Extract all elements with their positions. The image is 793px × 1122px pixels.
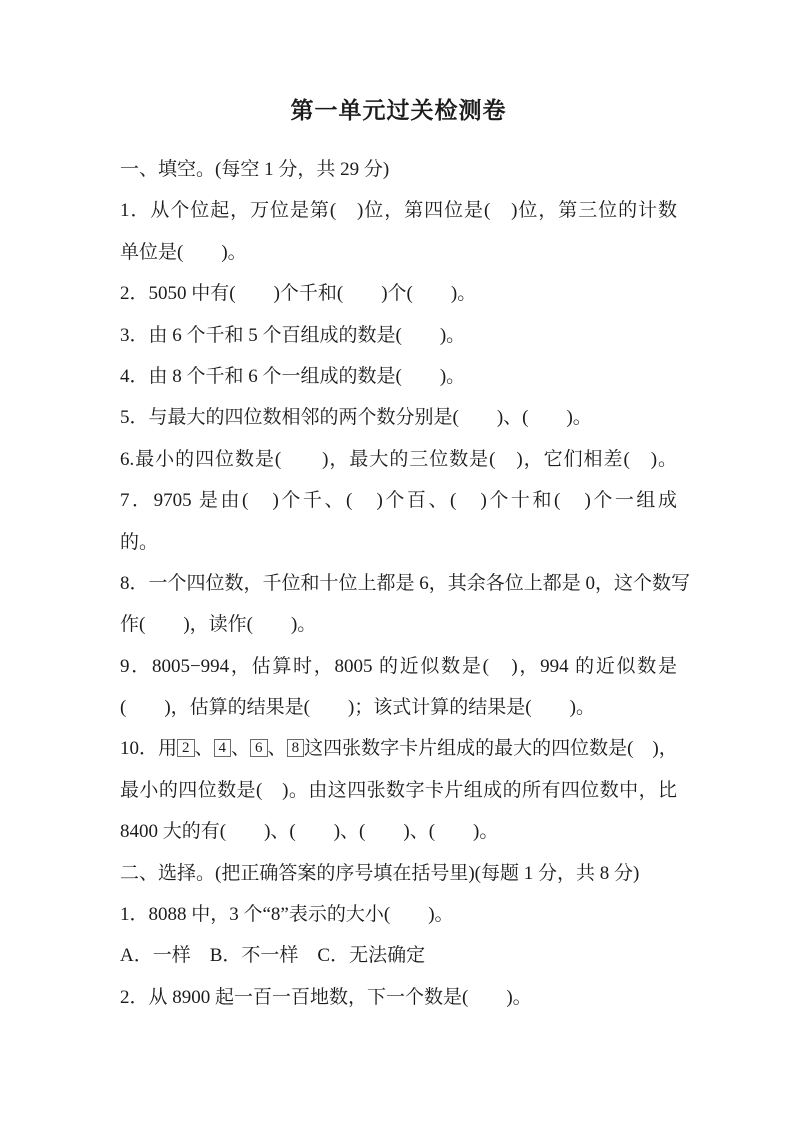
digit-card-4: 4 xyxy=(214,739,232,757)
question-3: 3．由 6 个千和 5 个百组成的数是( )。 xyxy=(120,324,466,346)
question-10-prefix: 10．用 xyxy=(120,738,178,760)
section-choice-heading: 二、选择。(把正确答案的序号填在括号里)(每题 1 分，共 8 分) xyxy=(120,862,640,884)
digit-card-6: 6 xyxy=(250,739,268,757)
question-4: 4．由 8 个千和 6 个一组成的数是( )。 xyxy=(120,365,466,387)
question-6: 6.最小的四位数是( )，最大的三位数是( )，它们相差( )。 xyxy=(120,448,677,470)
question-10-line-1 xyxy=(120,728,677,769)
question-8-line-1: 8．一个四位数，千位和十位上都是 6，其余各位上都是 0，这个数写 xyxy=(120,572,691,594)
digit-card-8: 8 xyxy=(287,739,305,757)
choice-question-2: 2．从 8900 起一百一百地数，下一个数是( )。 xyxy=(120,986,532,1008)
choice-question-1: 1．8088 中，3 个“8”表示的大小( )。 xyxy=(120,904,454,926)
question-9-line-1: 9．8005−994，估算时，8005 的近似数是( )，994 的近似数是 xyxy=(120,655,677,677)
question-7-line-2: 的。 xyxy=(120,531,159,553)
card-separator: 、 xyxy=(231,738,251,760)
question-10-line-2: 最小的四位数是( )。由这四张数字卡片组成的所有四位数中，比 xyxy=(120,779,677,801)
question-8-line-2: 作( )，读作( )。 xyxy=(120,614,317,636)
question-7-line-1: 7．9705 是由( )个千、( )个百、( )个十和( )个一组成 xyxy=(120,490,677,512)
question-5: 5．与最大的四位数相邻的两个数分别是( )、( )。 xyxy=(120,407,592,429)
question-10-line-3: 8400 大的有( )、( )、( )、( )。 xyxy=(120,821,499,843)
page-title: 第一单元过关检测卷 xyxy=(290,98,507,123)
question-2: 2．5050 中有( )个千和( )个( )。 xyxy=(120,283,477,305)
card-separator: 、 xyxy=(267,738,287,760)
section-fill-heading: 一、填空。(每空 1 分，共 29 分) xyxy=(120,159,390,180)
card-separator: 、 xyxy=(194,738,214,760)
digit-card-2: 2 xyxy=(177,739,195,757)
question-9-line-2: ( )，估算的结果是( )；该式计算的结果是( )。 xyxy=(120,697,595,719)
question-10-line-1-text: 这四张数字卡片组成的最大的四位数是( )， xyxy=(304,738,678,760)
question-1-line-2: 单位是( )。 xyxy=(120,241,247,263)
question-1-line-1: 1．从个位起，万位是第( )位，第四位是( )位，第三位的计数 xyxy=(120,200,677,222)
choice-question-1-options: A．一样 B．不一样 C．无法确定 xyxy=(120,945,426,967)
